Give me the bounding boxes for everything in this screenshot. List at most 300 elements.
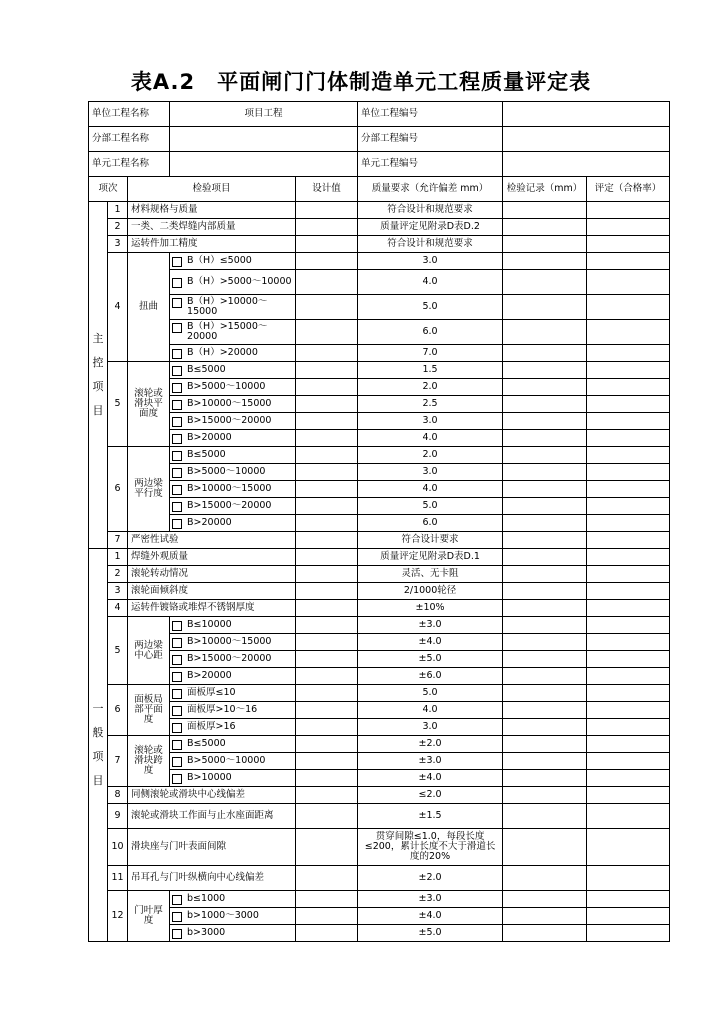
option-checkbox[interactable] bbox=[172, 278, 182, 288]
option-cell bbox=[170, 447, 296, 464]
table-row bbox=[89, 600, 670, 617]
item-name: 面板局部平面度 bbox=[128, 685, 170, 736]
design-value-cell[interactable] bbox=[296, 379, 358, 396]
inspection-record-cell[interactable] bbox=[503, 770, 587, 787]
inspection-record-cell[interactable] bbox=[503, 600, 587, 617]
option-label: B≤5000 bbox=[187, 737, 226, 749]
option-cell bbox=[170, 253, 296, 270]
option-row bbox=[89, 362, 670, 379]
inspection-record-cell[interactable] bbox=[503, 236, 587, 253]
option-cell bbox=[170, 719, 296, 736]
quality-requirement: 质量评定见附录D表D.1 bbox=[358, 549, 503, 566]
quality-requirement: 5.0 bbox=[358, 685, 503, 702]
option-cell bbox=[170, 413, 296, 430]
item-number: 11 bbox=[108, 866, 128, 891]
design-value-cell[interactable] bbox=[296, 447, 358, 464]
option-label: B>10000～15000 bbox=[187, 482, 272, 494]
item-number: 2 bbox=[108, 219, 128, 236]
design-value-cell[interactable] bbox=[296, 270, 358, 295]
option-checkbox[interactable] bbox=[172, 349, 182, 359]
option-label: B>15000～20000 bbox=[187, 414, 272, 426]
col-design: 设计值 bbox=[296, 177, 358, 202]
design-value-cell[interactable] bbox=[296, 202, 358, 219]
item-name: 一类、二类焊缝内部质量 bbox=[128, 219, 296, 236]
option-row bbox=[89, 891, 670, 908]
inspection-record-cell[interactable] bbox=[503, 345, 587, 362]
unit-project-value[interactable]: 项目工程 bbox=[170, 102, 358, 127]
element-code-value[interactable] bbox=[503, 152, 670, 177]
inspection-record-cell[interactable] bbox=[503, 753, 587, 770]
quality-requirement: 贯穿间隙≤1.0，每段长度≤200，累计长度不大于滑道长度的20% bbox=[358, 829, 503, 866]
option-row bbox=[89, 345, 670, 362]
design-value-cell[interactable] bbox=[296, 430, 358, 447]
evaluation-cell[interactable] bbox=[587, 219, 670, 236]
evaluation-cell[interactable] bbox=[587, 702, 670, 719]
option-cell bbox=[170, 464, 296, 481]
design-value-cell[interactable] bbox=[296, 253, 358, 270]
option-row bbox=[89, 908, 670, 925]
quality-requirement: 符合设计要求 bbox=[358, 532, 503, 549]
inspection-record-cell[interactable] bbox=[503, 413, 587, 430]
header-row-sub bbox=[89, 127, 670, 152]
inspection-record-cell[interactable] bbox=[503, 829, 587, 866]
option-checkbox[interactable] bbox=[172, 485, 182, 495]
option-label: B（H）>5000～10000 bbox=[187, 275, 292, 287]
option-checkbox[interactable] bbox=[172, 689, 182, 699]
table-row bbox=[89, 566, 670, 583]
item-name: 运转件镀铬或堆焊不锈钢厚度 bbox=[128, 600, 296, 617]
option-label: B>10000 bbox=[187, 771, 232, 783]
item-number: 10 bbox=[108, 829, 128, 866]
design-value-cell[interactable] bbox=[296, 295, 358, 320]
option-row bbox=[89, 617, 670, 634]
header-row-unit bbox=[89, 102, 670, 127]
option-row bbox=[89, 634, 670, 651]
inspection-record-cell[interactable] bbox=[503, 804, 587, 829]
option-row bbox=[89, 464, 670, 481]
option-checkbox[interactable] bbox=[172, 502, 182, 512]
option-checkbox[interactable] bbox=[172, 434, 182, 444]
option-checkbox[interactable] bbox=[172, 723, 182, 733]
item-name: 两边梁平行度 bbox=[128, 447, 170, 532]
item-number: 4 bbox=[108, 253, 128, 362]
quality-requirement: ±4.0 bbox=[358, 770, 503, 787]
item-number: 9 bbox=[108, 804, 128, 829]
item-name: 门叶厚度 bbox=[128, 891, 170, 942]
quality-requirement: 7.0 bbox=[358, 345, 503, 362]
inspection-record-cell[interactable] bbox=[503, 719, 587, 736]
item-name: 滚轮或滑块跨度 bbox=[128, 736, 170, 787]
inspection-record-cell[interactable] bbox=[503, 396, 587, 413]
option-cell bbox=[170, 362, 296, 379]
design-value-cell[interactable] bbox=[296, 770, 358, 787]
evaluation-cell[interactable] bbox=[587, 396, 670, 413]
evaluation-cell[interactable] bbox=[587, 566, 670, 583]
inspection-record-cell[interactable] bbox=[503, 447, 587, 464]
evaluation-cell[interactable] bbox=[587, 413, 670, 430]
evaluation-cell[interactable] bbox=[587, 770, 670, 787]
quality-requirement: 2.0 bbox=[358, 447, 503, 464]
group-main-label: 主 控 项 目 bbox=[89, 202, 108, 549]
item-number: 3 bbox=[108, 583, 128, 600]
inspection-record-cell[interactable] bbox=[503, 866, 587, 891]
option-label: B≤5000 bbox=[187, 448, 226, 460]
option-label: B（H）≤5000 bbox=[187, 254, 252, 266]
option-cell bbox=[170, 770, 296, 787]
quality-requirement: 5.0 bbox=[358, 295, 503, 320]
option-checkbox[interactable] bbox=[172, 740, 182, 750]
evaluation-cell[interactable] bbox=[587, 379, 670, 396]
sub-project-value[interactable] bbox=[170, 127, 358, 152]
evaluation-cell[interactable] bbox=[587, 532, 670, 549]
design-value-cell[interactable] bbox=[296, 866, 358, 891]
quality-requirement: 符合设计和规范要求 bbox=[358, 236, 503, 253]
evaluation-cell[interactable] bbox=[587, 866, 670, 891]
page-title: 表A.2 平面闸门门体制造单元工程质量评定表 bbox=[130, 70, 592, 94]
option-checkbox[interactable] bbox=[172, 757, 182, 767]
option-row bbox=[89, 753, 670, 770]
quality-requirement: 3.0 bbox=[358, 413, 503, 430]
item-number: 1 bbox=[108, 202, 128, 219]
option-cell bbox=[170, 736, 296, 753]
col-req: 质量要求（允许偏差 mm） bbox=[358, 177, 503, 202]
inspection-record-cell[interactable] bbox=[503, 219, 587, 236]
evaluation-cell[interactable] bbox=[587, 753, 670, 770]
evaluation-cell[interactable] bbox=[587, 498, 670, 515]
design-value-cell[interactable] bbox=[296, 566, 358, 583]
col-record: 检验记录（mm） bbox=[503, 177, 587, 202]
evaluation-cell[interactable] bbox=[587, 668, 670, 685]
item-number: 8 bbox=[108, 787, 128, 804]
evaluation-cell[interactable] bbox=[587, 583, 670, 600]
design-value-cell[interactable] bbox=[296, 736, 358, 753]
item-number: 2 bbox=[108, 566, 128, 583]
option-row bbox=[89, 651, 670, 668]
option-checkbox[interactable] bbox=[172, 298, 182, 308]
evaluation-cell[interactable] bbox=[587, 829, 670, 866]
option-checkbox[interactable] bbox=[172, 366, 182, 376]
design-value-cell[interactable] bbox=[296, 396, 358, 413]
option-cell bbox=[170, 891, 296, 908]
option-row bbox=[89, 413, 670, 430]
option-row bbox=[89, 668, 670, 685]
evaluation-cell[interactable] bbox=[587, 515, 670, 532]
option-row bbox=[89, 770, 670, 787]
option-checkbox[interactable] bbox=[172, 519, 182, 529]
option-row bbox=[89, 295, 670, 320]
evaluation-cell[interactable] bbox=[587, 270, 670, 295]
column-header-row bbox=[89, 177, 670, 202]
evaluation-cell[interactable] bbox=[587, 925, 670, 942]
inspection-record-cell[interactable] bbox=[503, 702, 587, 719]
table-row bbox=[89, 866, 670, 891]
quality-requirement: 6.0 bbox=[358, 320, 503, 345]
option-checkbox[interactable] bbox=[172, 400, 182, 410]
option-checkbox[interactable] bbox=[172, 383, 182, 393]
option-cell bbox=[170, 430, 296, 447]
sub-code-value[interactable] bbox=[503, 127, 670, 152]
quality-requirement: 4.0 bbox=[358, 702, 503, 719]
item-name: 焊缝外观质量 bbox=[128, 549, 296, 566]
evaluation-cell[interactable] bbox=[587, 549, 670, 566]
design-value-cell[interactable] bbox=[296, 464, 358, 481]
quality-requirement: 3.0 bbox=[358, 719, 503, 736]
option-label: 面板厚>16 bbox=[187, 720, 236, 732]
evaluation-cell[interactable] bbox=[587, 908, 670, 925]
evaluation-cell[interactable] bbox=[587, 787, 670, 804]
inspection-record-cell[interactable] bbox=[503, 685, 587, 702]
design-value-cell[interactable] bbox=[296, 651, 358, 668]
item-name: 滚轮面倾斜度 bbox=[128, 583, 296, 600]
table-row bbox=[89, 532, 670, 549]
option-checkbox[interactable] bbox=[172, 257, 182, 267]
evaluation-cell[interactable] bbox=[587, 464, 670, 481]
option-cell bbox=[170, 651, 296, 668]
evaluation-cell[interactable] bbox=[587, 202, 670, 219]
evaluation-cell[interactable] bbox=[587, 600, 670, 617]
inspection-record-cell[interactable] bbox=[503, 583, 587, 600]
table-row bbox=[89, 804, 670, 829]
option-checkbox[interactable] bbox=[172, 929, 182, 939]
table-row bbox=[89, 202, 670, 219]
evaluation-cell[interactable] bbox=[587, 320, 670, 345]
item-name: 滚轮或滑块平面度 bbox=[128, 362, 170, 447]
evaluation-cell[interactable] bbox=[587, 430, 670, 447]
inspection-record-cell[interactable] bbox=[503, 651, 587, 668]
sub-project-label: 分部工程名称 bbox=[89, 127, 170, 152]
option-row bbox=[89, 702, 670, 719]
design-value-cell[interactable] bbox=[296, 891, 358, 908]
quality-requirement: 6.0 bbox=[358, 515, 503, 532]
quality-requirement: 3.0 bbox=[358, 464, 503, 481]
sub-code-label: 分部工程编号 bbox=[358, 127, 503, 152]
evaluation-cell[interactable] bbox=[587, 236, 670, 253]
evaluation-cell[interactable] bbox=[587, 736, 670, 753]
inspection-record-cell[interactable] bbox=[503, 532, 587, 549]
design-value-cell[interactable] bbox=[296, 219, 358, 236]
inspection-record-cell[interactable] bbox=[503, 736, 587, 753]
design-value-cell[interactable] bbox=[296, 532, 358, 549]
option-cell bbox=[170, 379, 296, 396]
design-value-cell[interactable] bbox=[296, 498, 358, 515]
quality-requirement: 5.0 bbox=[358, 498, 503, 515]
inspection-record-cell[interactable] bbox=[503, 549, 587, 566]
evaluation-cell[interactable] bbox=[587, 634, 670, 651]
option-label: B>15000～20000 bbox=[187, 499, 272, 511]
evaluation-cell[interactable] bbox=[587, 651, 670, 668]
design-value-cell[interactable] bbox=[296, 549, 358, 566]
design-value-cell[interactable] bbox=[296, 787, 358, 804]
design-value-cell[interactable] bbox=[296, 515, 358, 532]
option-label: B>20000 bbox=[187, 669, 232, 681]
item-number: 12 bbox=[108, 891, 128, 942]
option-checkbox[interactable] bbox=[172, 774, 182, 784]
table-row bbox=[89, 583, 670, 600]
element-project-label: 单元工程名称 bbox=[89, 152, 170, 177]
inspection-record-cell[interactable] bbox=[503, 634, 587, 651]
option-checkbox[interactable] bbox=[172, 323, 182, 333]
inspection-record-cell[interactable] bbox=[503, 253, 587, 270]
item-number: 1 bbox=[108, 549, 128, 566]
option-checkbox[interactable] bbox=[172, 706, 182, 716]
design-value-cell[interactable] bbox=[296, 481, 358, 498]
option-checkbox[interactable] bbox=[172, 468, 182, 478]
inspection-record-cell[interactable] bbox=[503, 464, 587, 481]
option-cell bbox=[170, 685, 296, 702]
inspection-record-cell[interactable] bbox=[503, 295, 587, 320]
inspection-record-cell[interactable] bbox=[503, 379, 587, 396]
inspection-record-cell[interactable] bbox=[503, 566, 587, 583]
item-number: 4 bbox=[108, 600, 128, 617]
inspection-record-cell[interactable] bbox=[503, 320, 587, 345]
option-cell bbox=[170, 753, 296, 770]
option-row bbox=[89, 515, 670, 532]
unit-code-value[interactable] bbox=[503, 102, 670, 127]
option-label: B>10000～15000 bbox=[187, 635, 272, 647]
option-checkbox[interactable] bbox=[172, 638, 182, 648]
option-checkbox[interactable] bbox=[172, 895, 182, 905]
option-checkbox[interactable] bbox=[172, 451, 182, 461]
evaluation-cell[interactable] bbox=[587, 447, 670, 464]
option-cell bbox=[170, 345, 296, 362]
option-cell bbox=[170, 396, 296, 413]
design-value-cell[interactable] bbox=[296, 804, 358, 829]
item-number: 7 bbox=[108, 532, 128, 549]
inspection-record-cell[interactable] bbox=[503, 787, 587, 804]
design-value-cell[interactable] bbox=[296, 702, 358, 719]
option-row bbox=[89, 396, 670, 413]
design-value-cell[interactable] bbox=[296, 634, 358, 651]
option-row bbox=[89, 320, 670, 345]
design-value-cell[interactable] bbox=[296, 908, 358, 925]
option-row bbox=[89, 925, 670, 942]
item-name: 扭曲 bbox=[128, 253, 170, 362]
option-checkbox[interactable] bbox=[172, 621, 182, 631]
design-value-cell[interactable] bbox=[296, 583, 358, 600]
quality-requirement: 4.0 bbox=[358, 270, 503, 295]
option-cell bbox=[170, 295, 296, 320]
table-row bbox=[89, 829, 670, 866]
table-row bbox=[89, 219, 670, 236]
design-value-cell[interactable] bbox=[296, 617, 358, 634]
quality-requirement: ±2.0 bbox=[358, 866, 503, 891]
option-label: b>3000 bbox=[187, 926, 226, 938]
option-label: B（H）>15000～20000 bbox=[187, 321, 268, 342]
inspection-record-cell[interactable] bbox=[503, 270, 587, 295]
evaluation-cell[interactable] bbox=[587, 804, 670, 829]
item-name: 运转件加工精度 bbox=[128, 236, 296, 253]
inspection-record-cell[interactable] bbox=[503, 891, 587, 908]
option-checkbox[interactable] bbox=[172, 655, 182, 665]
unit-code-label: 单位工程编号 bbox=[358, 102, 503, 127]
option-label: B>20000 bbox=[187, 516, 232, 528]
inspection-record-cell[interactable] bbox=[503, 515, 587, 532]
inspection-record-cell[interactable] bbox=[503, 668, 587, 685]
option-cell bbox=[170, 270, 296, 295]
item-number: 5 bbox=[108, 362, 128, 447]
design-value-cell[interactable] bbox=[296, 236, 358, 253]
quality-requirement: 2/1000轮径 bbox=[358, 583, 503, 600]
option-row bbox=[89, 481, 670, 498]
evaluation-cell[interactable] bbox=[587, 891, 670, 908]
inspection-record-cell[interactable] bbox=[503, 498, 587, 515]
element-project-value[interactable] bbox=[170, 152, 358, 177]
option-cell bbox=[170, 515, 296, 532]
quality-requirement: ±2.0 bbox=[358, 736, 503, 753]
option-checkbox[interactable] bbox=[172, 912, 182, 922]
design-value-cell[interactable] bbox=[296, 719, 358, 736]
design-value-cell[interactable] bbox=[296, 345, 358, 362]
option-cell bbox=[170, 925, 296, 942]
design-value-cell[interactable] bbox=[296, 685, 358, 702]
design-value-cell[interactable] bbox=[296, 320, 358, 345]
quality-table bbox=[88, 101, 670, 942]
evaluation-cell[interactable] bbox=[587, 295, 670, 320]
quality-requirement: ±6.0 bbox=[358, 668, 503, 685]
item-name: 滚轮或滑块工作面与止水座面距离 bbox=[128, 804, 296, 829]
item-name: 滑块座与门叶表面间隙 bbox=[128, 829, 296, 866]
quality-requirement: ±5.0 bbox=[358, 925, 503, 942]
item-number: 5 bbox=[108, 617, 128, 685]
option-label: B（H）>20000 bbox=[187, 346, 258, 358]
item-number: 6 bbox=[108, 685, 128, 736]
option-checkbox[interactable] bbox=[172, 417, 182, 427]
design-value-cell[interactable] bbox=[296, 362, 358, 379]
inspection-record-cell[interactable] bbox=[503, 925, 587, 942]
quality-requirement: ±3.0 bbox=[358, 891, 503, 908]
inspection-record-cell[interactable] bbox=[503, 362, 587, 379]
evaluation-cell[interactable] bbox=[587, 617, 670, 634]
evaluation-cell[interactable] bbox=[587, 481, 670, 498]
element-code-label: 单元工程编号 bbox=[358, 152, 503, 177]
evaluation-cell[interactable] bbox=[587, 362, 670, 379]
option-label: B>10000～15000 bbox=[187, 397, 272, 409]
inspection-record-cell[interactable] bbox=[503, 617, 587, 634]
design-value-cell[interactable] bbox=[296, 829, 358, 866]
inspection-record-cell[interactable] bbox=[503, 430, 587, 447]
evaluation-cell[interactable] bbox=[587, 345, 670, 362]
inspection-record-cell[interactable] bbox=[503, 908, 587, 925]
quality-requirement: ≤2.0 bbox=[358, 787, 503, 804]
option-label: b≤1000 bbox=[187, 892, 226, 904]
option-row bbox=[89, 719, 670, 736]
design-value-cell[interactable] bbox=[296, 600, 358, 617]
option-label: B>20000 bbox=[187, 431, 232, 443]
option-label: B≤5000 bbox=[187, 363, 226, 375]
table-row bbox=[89, 787, 670, 804]
design-value-cell[interactable] bbox=[296, 925, 358, 942]
inspection-record-cell[interactable] bbox=[503, 481, 587, 498]
design-value-cell[interactable] bbox=[296, 413, 358, 430]
item-name: 滚轮转动情况 bbox=[128, 566, 296, 583]
evaluation-cell[interactable] bbox=[587, 253, 670, 270]
evaluation-cell[interactable] bbox=[587, 719, 670, 736]
item-number: 7 bbox=[108, 736, 128, 787]
design-value-cell[interactable] bbox=[296, 753, 358, 770]
table-row bbox=[89, 549, 670, 566]
inspection-record-cell[interactable] bbox=[503, 202, 587, 219]
item-name: 吊耳孔与门叶纵横向中心线偏差 bbox=[128, 866, 296, 891]
option-checkbox[interactable] bbox=[172, 672, 182, 682]
option-cell bbox=[170, 481, 296, 498]
option-cell bbox=[170, 634, 296, 651]
quality-requirement: 3.0 bbox=[358, 253, 503, 270]
header-row-element bbox=[89, 152, 670, 177]
design-value-cell[interactable] bbox=[296, 668, 358, 685]
item-number: 3 bbox=[108, 236, 128, 253]
evaluation-cell[interactable] bbox=[587, 685, 670, 702]
option-row bbox=[89, 379, 670, 396]
